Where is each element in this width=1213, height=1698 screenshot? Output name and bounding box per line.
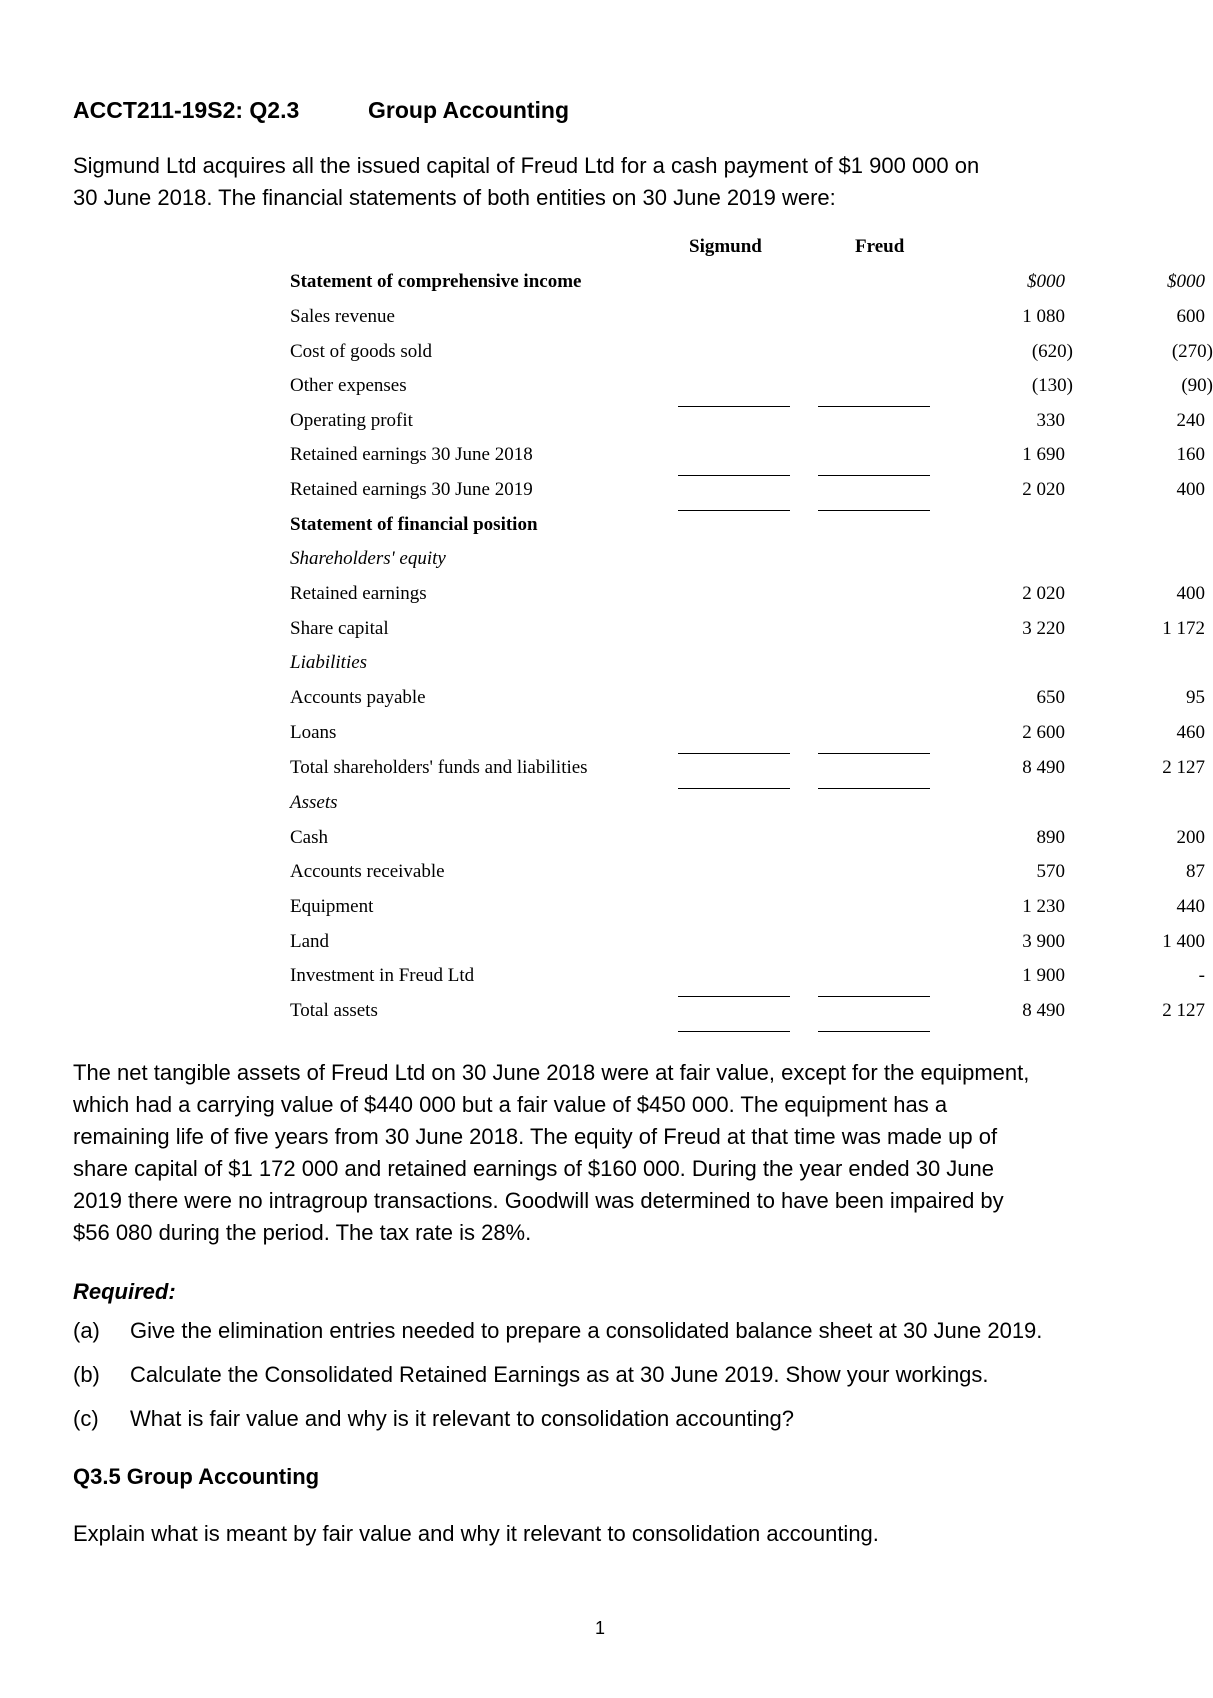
q35-heading: Q3.5 Group Accounting [73, 1464, 320, 1489]
freud-value: 2 127 [1162, 1000, 1205, 1021]
freud-value: (270) [1171, 341, 1213, 362]
intro-paragraph [73, 150, 979, 214]
subsection-heading: Liabilities [290, 652, 368, 673]
subsection-heading: Assets [290, 792, 338, 813]
table-row [290, 896, 1205, 930]
table-row [290, 861, 1205, 895]
row-label: Statement of comprehensive income [290, 271, 582, 292]
freud-value: $000 [1167, 271, 1205, 292]
sigmund-value: 570 [1036, 861, 1065, 882]
row-label: Cash [290, 827, 328, 848]
table-row [290, 375, 1213, 409]
text-line: 30 June 2018. The financial statements of both entities on 30 June 2019 were: [73, 185, 836, 210]
table-row [290, 827, 1205, 861]
table-row [290, 792, 930, 826]
item-text: Calculate the Consolidated Retained Earnings as at 30 June 2019. Show your workings. [130, 1362, 989, 1387]
text-line: $56 080 during the period. The tax rate is 28%. [73, 1220, 532, 1245]
question-topic: Group Accounting [368, 97, 570, 123]
text-line: The net tangible assets of Freud Ltd on 30 June 2018 were at fair value, except for the equipment, [73, 1060, 1030, 1085]
row-label: Operating profit [290, 410, 413, 431]
freud-value: 160 [1176, 444, 1205, 465]
freud-value: 460 [1176, 722, 1205, 743]
freud-value: (90) [1181, 375, 1213, 396]
table-row [290, 618, 1205, 652]
sigmund-value: 2 020 [1022, 583, 1065, 604]
table-row [290, 757, 1205, 791]
scenario-paragraph [73, 1057, 1029, 1249]
freud-value: 400 [1176, 583, 1205, 604]
freud-value: 1 172 [1162, 618, 1205, 639]
sigmund-value: 3 900 [1022, 931, 1065, 952]
subtotal-rule [818, 996, 930, 997]
table-row [290, 306, 1205, 340]
subtotal-rule [678, 406, 790, 407]
sigmund-value: 3 220 [1022, 618, 1065, 639]
page-number: 1 [594, 1618, 605, 1638]
table-row [290, 652, 930, 686]
table-row [290, 1000, 1205, 1034]
row-label: Retained earnings 30 June 2018 [290, 444, 533, 465]
sigmund-value: 1 900 [1022, 965, 1065, 986]
row-label: Loans [290, 722, 337, 743]
total-rule [818, 788, 930, 789]
row-label: Cost of goods sold [290, 341, 432, 362]
row-label: Total assets [290, 1000, 378, 1021]
sigmund-value: 2 600 [1022, 722, 1065, 743]
freud-value: 200 [1176, 827, 1205, 848]
column-header-sigmund: Sigmund [689, 236, 762, 257]
sigmund-value: 8 490 [1022, 757, 1065, 778]
row-label: Accounts receivable [290, 861, 445, 882]
sigmund-value: 1 690 [1022, 444, 1065, 465]
item-marker: (c) [73, 1406, 99, 1431]
sigmund-value: 330 [1036, 410, 1065, 431]
sigmund-value: $000 [1027, 271, 1065, 292]
subtotal-rule [818, 475, 930, 476]
table-row [290, 341, 1213, 375]
sigmund-value: 2 020 [1022, 479, 1065, 500]
table-row [290, 583, 1205, 617]
freud-value: 440 [1176, 896, 1205, 917]
row-label: Investment in Freud Ltd [290, 965, 475, 986]
freud-value: - [1198, 965, 1205, 986]
sigmund-value: 890 [1036, 827, 1065, 848]
table-row [290, 722, 1205, 756]
row-label: Total shareholders' funds and liabilities [290, 757, 588, 778]
table-row [290, 687, 1205, 721]
item-text: Give the elimination entries needed to prepare a consolidated balance sheet at 30 June 2019. [130, 1318, 1043, 1343]
row-label: Share capital [290, 618, 389, 639]
total-rule [678, 1031, 790, 1032]
freud-value: 600 [1176, 306, 1205, 327]
row-label: Land [290, 931, 330, 952]
row-label: Equipment [290, 896, 374, 917]
sigmund-value: 650 [1036, 687, 1065, 708]
required-heading: Required: [73, 1279, 176, 1304]
row-label: Accounts payable [290, 687, 426, 708]
subtotal-rule [678, 475, 790, 476]
total-rule [818, 510, 930, 511]
question-title [73, 97, 570, 124]
row-label: Sales revenue [290, 306, 395, 327]
table-row [290, 548, 930, 582]
freud-value: 87 [1186, 861, 1205, 882]
text-line: remaining life of five years from 30 June 2018. The equity of Freud at that time was made up of [73, 1124, 998, 1149]
subsection-heading: Shareholders' equity [290, 548, 446, 569]
table-row [290, 965, 1205, 999]
total-rule [678, 788, 790, 789]
column-header-freud: Freud [855, 236, 905, 257]
text-line: Sigmund Ltd acquires all the issued capital of Freud Ltd for a cash payment of $1 900 000 on [73, 153, 980, 178]
section-heading: Statement of financial position [290, 514, 538, 535]
freud-value: 1 400 [1162, 931, 1205, 952]
table-row [290, 514, 930, 548]
freud-value: 400 [1176, 479, 1205, 500]
subtotal-rule [818, 406, 930, 407]
sigmund-value: (620) [1031, 341, 1073, 362]
item-marker: (a) [73, 1318, 100, 1343]
row-label: Retained earnings 30 June 2019 [290, 479, 533, 500]
sigmund-value: 1 230 [1022, 896, 1065, 917]
row-label: Retained earnings [290, 583, 427, 604]
total-rule [818, 1031, 930, 1032]
text-line: share capital of $1 172 000 and retained earnings of $160 000. During the year ended 30 June [73, 1156, 995, 1181]
freud-value: 240 [1176, 410, 1205, 431]
item-text: What is fair value and why is it relevant to consolidation accounting? [130, 1406, 795, 1431]
row-label: Other expenses [290, 375, 407, 396]
q35-text: Explain what is meant by fair value and why it relevant to consolidation accounting. [73, 1521, 879, 1546]
table-row [290, 444, 1205, 478]
question-code: ACCT211-19S2: Q2.3 [73, 97, 300, 123]
sigmund-value: 8 490 [1022, 1000, 1065, 1021]
table-row [290, 479, 1205, 513]
item-marker: (b) [73, 1362, 100, 1387]
table-row [290, 410, 1205, 444]
freud-value: 2 127 [1162, 757, 1205, 778]
total-rule [678, 510, 790, 511]
table-row [290, 931, 1205, 965]
subtotal-rule [678, 753, 790, 754]
table-row [290, 271, 1205, 305]
text-line: 2019 there were no intragroup transactions. Goodwill was determined to have been impaired by [73, 1188, 1004, 1213]
subtotal-rule [678, 996, 790, 997]
freud-value: 95 [1186, 687, 1205, 708]
text-line: which had a carrying value of $440 000 but a fair value of $450 000. The equipment has a [73, 1092, 948, 1117]
sigmund-value: (130) [1031, 375, 1073, 396]
sigmund-value: 1 080 [1022, 306, 1065, 327]
subtotal-rule [818, 753, 930, 754]
